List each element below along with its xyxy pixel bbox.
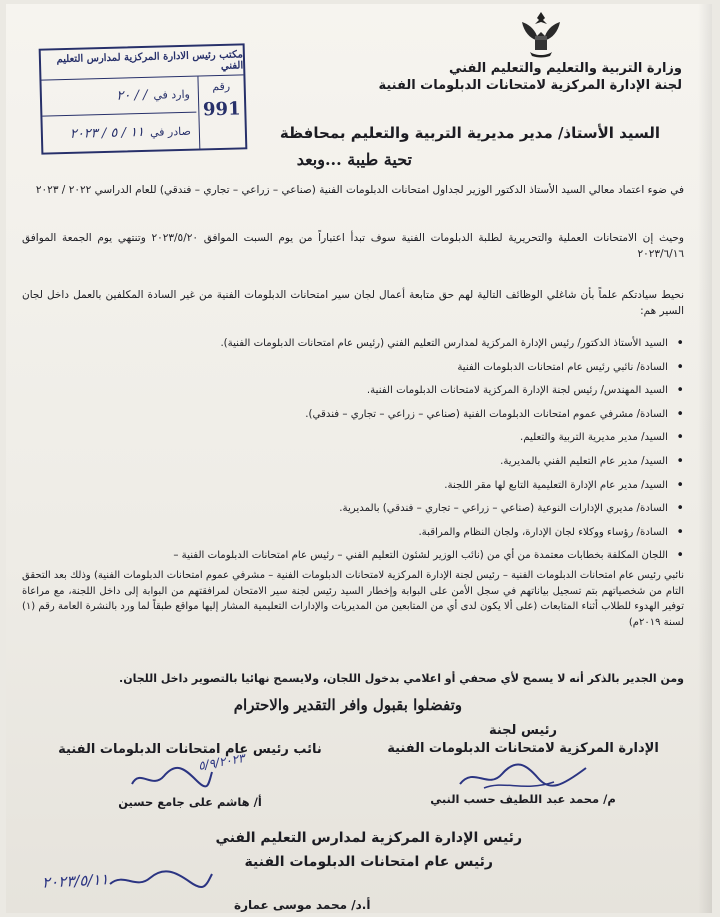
stamp-outgoing-value: ١١ / ٥ / ٢٠٢٣ <box>69 124 145 142</box>
page-edge-shadow <box>698 4 712 913</box>
stamp-incoming-label: وارد في <box>153 87 191 102</box>
list-item: • السيد المهندس/ رئيس لجنة الإدارة المركزية لامتحانات الدبلومات الفنية. <box>34 379 684 403</box>
paragraph-approval: في ضوء اعتماد معالي السيد الأستاذ الدكتور الوزير لجداول امتحانات الدبلومات الفنية (صناعي – زراعي – تجاري – فندقي) للعام الدراسي ٢٠٢٢ / ٢٠٢٣ <box>35 184 684 196</box>
stamp-number-box <box>197 75 245 148</box>
list-item: • السادة/ مديري الإدارات النوعية (صناعي – زراعي – تجاري – فندقي) بالمديرية. <box>34 497 684 521</box>
signature-block-bottom <box>216 826 522 874</box>
sig-right-title2: الإدارة المركزية لامتحانات الدبلومات الفنية <box>387 741 659 756</box>
list-item: • السيد الأستاذ الدكتور/ رئيس الإدارة المركزية لمدارس التعليم الفني (رئيس عام امتحانات الدبلومات الفنية). <box>34 332 684 356</box>
list-item: • السيد/ مدير عام الإدارة التعليمية التابع لها مقر اللجنة. <box>34 474 684 498</box>
stamp-outgoing-label: صادر في <box>149 124 192 139</box>
incoming-stamp <box>39 43 248 154</box>
recipient-line: السيد الأستاذ/ مدير مديرية التربية والتعليم بمحافظة <box>279 124 660 142</box>
paragraph-notice: نحيط سيادتكم علماً بأن شاغلي الوظائف التالية لهم حق متابعة أعمال لجان سير امتحانات الدبلومات الفنية من غير السادة المكلفين بالعمل داخل لجان السير هم: <box>22 289 684 317</box>
stamp-number-label: رقم <box>212 79 231 94</box>
document-page <box>6 4 712 913</box>
list-item: • السادة/ مشرفي عموم امتحانات الدبلومات الفنية (صناعي – زراعي – تجاري – فندقي). <box>34 403 684 427</box>
paragraph-exam-dates: وحيث إن الامتحانات العملية والتحريرية لطلبة الدبلومات الفنية سوف تبدأ اعتباراً من يوم السبت الموافق ٢٠٢٣/٥/٢٠ وتنتهي يوم الجمعة الموافق ٢٠٢٣/٦/١٦ <box>22 232 684 260</box>
list-item: • السيد/ مدير عام التعليم الفني بالمديرية. <box>34 450 684 474</box>
sig-right-title1: رئيس لجنة <box>488 723 557 738</box>
stamp-office: مكتب رئيس الادارة المركزية لمدارس التعليم الفني <box>41 45 244 80</box>
list-item: • اللجان المكلفة بخطابات معتمدة من أي من (نائب الوزير لشئون التعليم الفني – رئيس عام امتحانات الدبلومات الفنية – <box>34 544 684 568</box>
eagle-emblem-icon <box>518 8 564 60</box>
paragraph-committees: نائبي رئيس عام امتحانات الدبلومات الفنية – رئيس لجنة الإدارة المركزية لامتحانات الدبلومات الفنية – مشرفي عموم امتحانات الدبلومات الفنية) وذلك بعد التحقق التام من شخصياتهم بتم تسجيل بياناتهم في سجل الأمن على البوابة وإخطار السيد رئيس لجنة سير الامتحان لمرافقتهم من البوابة إلى داخل اللجنة، مع مراعاة توفير الهدوء للطلاب أثناء المتابعات (على ألا يكون لدى أي من المتابعين من المديريات والإدارات التعليمية المشار إليها مواقع طبقاً لما ورد بالنشرة العامة رقم (١) لسنة ٢٠١٩م) <box>22 570 684 628</box>
sig-bottom-handwritten-date: ٢٠٢٣/٥/١١ <box>41 870 109 892</box>
greeting: تحية طيبة ...وبعد <box>296 150 412 169</box>
sig-left-title: نائب رئيس عام امتحانات الدبلومات الفنية <box>58 742 322 757</box>
authorized-list <box>34 332 684 568</box>
sig-left-name: أ/ هاشم على جامع حسين <box>118 795 262 809</box>
stamp-outgoing-row <box>42 113 197 153</box>
sig-bottom-name: أ.د/ محمد موسى عمارة <box>234 898 371 912</box>
list-item: • السادة/ رؤساء ووكلاء لجان الإدارة، ولجان النظام والمراقبة. <box>34 521 684 545</box>
press-warning: ومن الجدير بالذكر أنه لا يسمح لأي صحفي أو اعلامي بدخول اللجان، ولايسمح نهائيا بالتصوير داخل اللجان. <box>119 672 684 685</box>
list-item: • السيد/ مدير مديرية التربية والتعليم. <box>34 426 684 450</box>
ministry-line1: وزارة التربية والتعليم والتعليم الفني <box>449 61 682 76</box>
signature-scribble-icon <box>454 756 594 796</box>
sig-bottom-title1: رئيس الإدارة المركزية لمدارس التعليم الفني <box>215 830 522 846</box>
stamp-incoming-row <box>41 77 196 117</box>
sig-bottom-title2: رئيس عام امتحانات الدبلومات الفنية <box>244 854 493 870</box>
stamp-number-value: 991 <box>202 98 241 121</box>
closing-line: وتفضلوا بقبول وافر التقدير والاحترام <box>233 696 462 714</box>
ministry-header <box>378 60 682 94</box>
sig-left-handwritten-date: ٥/٩/٢٠٢٣ <box>197 751 246 773</box>
stamp-incoming-value: / / ٢٠ <box>116 87 148 104</box>
list-item: • السادة/ نائبي رئيس عام امتحانات الدبلومات الفنية <box>34 356 684 380</box>
sig-right-name: م/ محمد عبد اللطيف حسب النبي <box>430 792 616 806</box>
ministry-line2: لجنة الإدارة المركزية لامتحانات الدبلومات الفنية <box>378 78 682 93</box>
signature-scribble-icon <box>106 866 216 896</box>
